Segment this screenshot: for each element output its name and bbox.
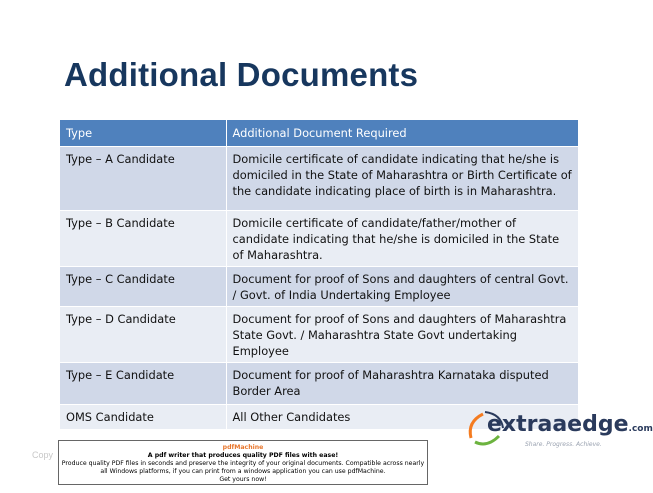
cell-document: Document for proof of Sons and daughters of Maharashtra State Govt. / Maharashtra State Govt undertaking Employee [226, 307, 579, 363]
table-row [60, 211, 579, 267]
cell-document: Document for proof of Maharashtra Karnataka disputed Border Area [226, 363, 579, 405]
pdfmachine-banner[interactable] [58, 440, 428, 485]
table-row [60, 147, 579, 211]
header-type: Type [60, 120, 226, 147]
logo-wordmark [487, 412, 653, 437]
cell-document: All Other Candidates [226, 405, 579, 429]
cell-document: Domicile certificate of candidate indicating that he/she is domiciled in the State of Maharashtra or Birth Certificate of the candidate indicating place of birth is in Maharashtra. [226, 147, 579, 211]
banner-line2: Produce quality PDF files in seconds and preserve the integrity of your original documents. Compatible across nearly all Windows platforms, if you can print from a windows application you can use pdfMachine. [61, 460, 425, 475]
page-title: Additional Documents [64, 56, 419, 93]
cell-type: Type – E Candidate [60, 363, 226, 405]
extraaedge-logo [465, 408, 653, 458]
table-row [60, 307, 579, 363]
cell-document: Domicile certificate of candidate/father/mother of candidate indicating that he/she is domiciled in the State of Maharashtra. [226, 211, 579, 267]
copyright-text: Copy [32, 450, 54, 460]
header-document: Additional Document Required [226, 120, 579, 147]
logo-x: x [501, 412, 517, 437]
cell-type: Type – D Candidate [60, 307, 226, 363]
logo-tagline: Share. Progress. Achieve. [525, 441, 602, 448]
table-header-row [60, 120, 579, 147]
cell-document: Document for proof of Sons and daughters of central Govt. / Govt. of India Undertaking Employee [226, 267, 579, 307]
logo-name: traaedge [516, 412, 629, 437]
logo-suffix: .com [628, 424, 653, 434]
banner-line3: Get yours now! [219, 476, 267, 483]
documents-table [60, 120, 579, 429]
table-row [60, 267, 579, 307]
banner-brand: pdfMachine [222, 444, 264, 451]
banner-line1: A pdf writer that produces quality PDF files with ease! [147, 452, 339, 459]
cell-type: OMS Candidate [60, 405, 226, 429]
cell-type: Type – C Candidate [60, 267, 226, 307]
logo-prefix: e [487, 412, 502, 437]
table-row [60, 363, 579, 405]
cell-type: Type – A Candidate [60, 147, 226, 211]
cell-type: Type – B Candidate [60, 211, 226, 267]
